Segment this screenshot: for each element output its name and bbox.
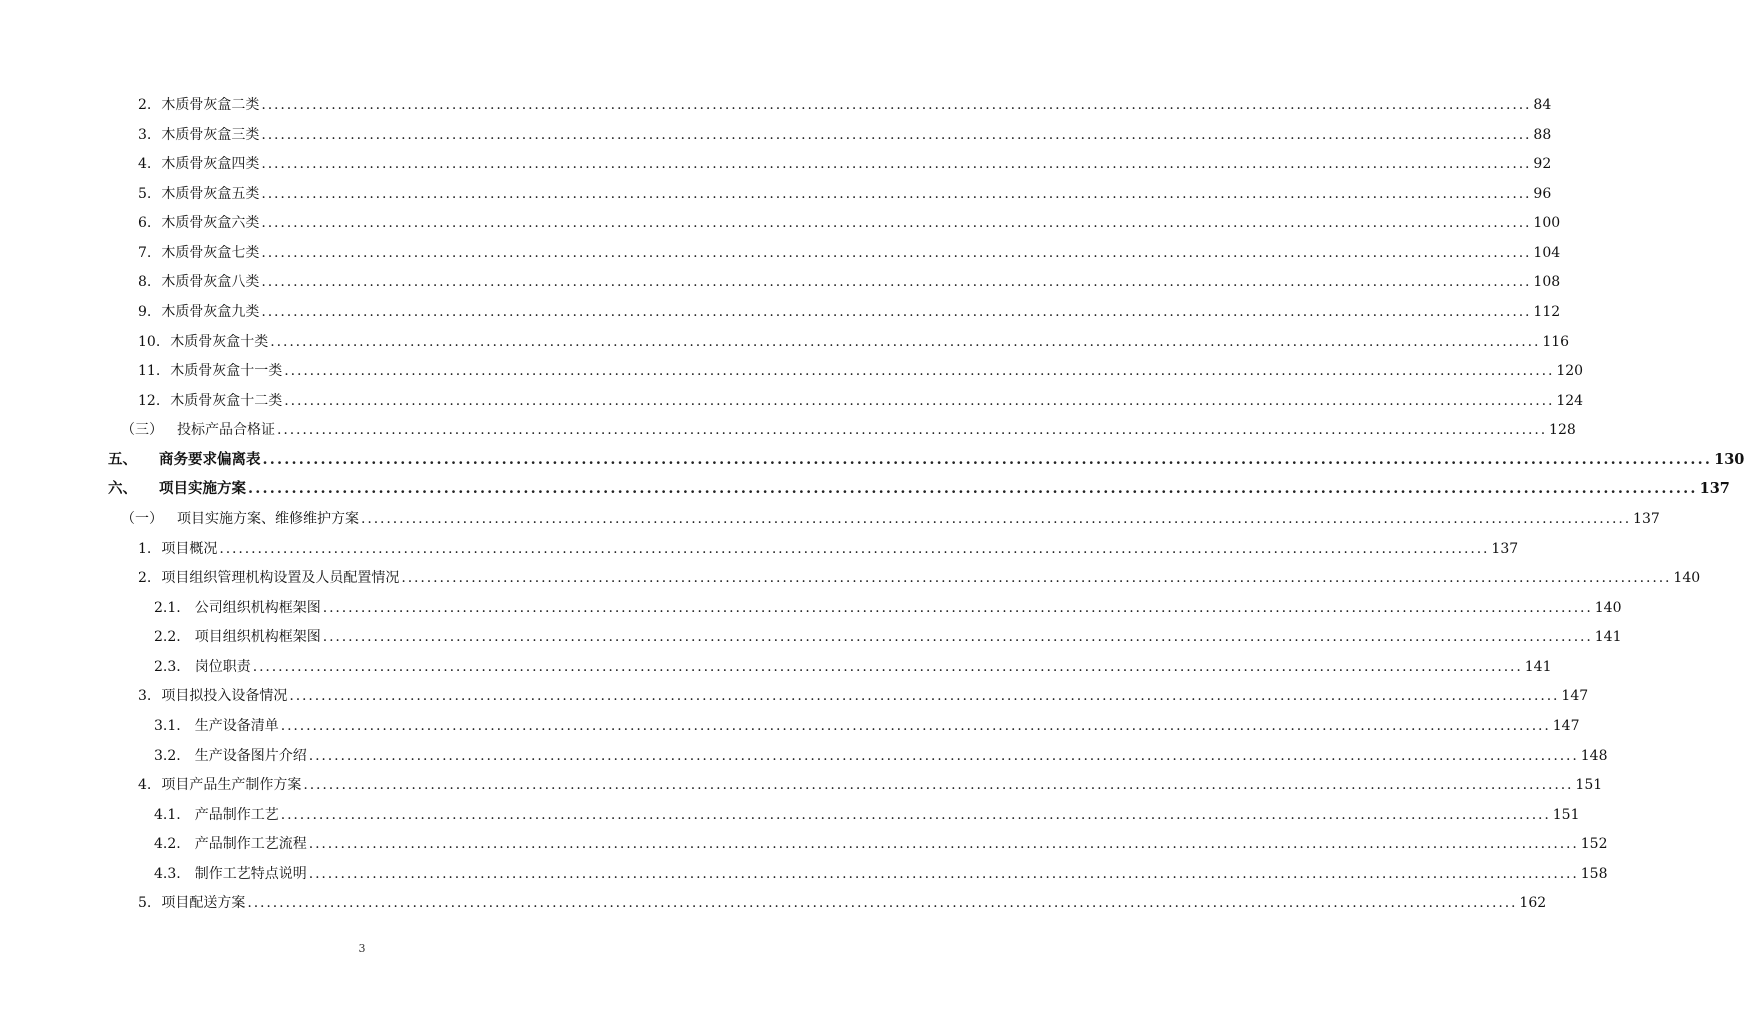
toc-entry-number: （一） <box>121 510 163 527</box>
toc-entry-title: 木质骨灰盒四类 <box>161 156 260 173</box>
toc-entry-number: 4.3. <box>154 865 181 882</box>
toc-entry[interactable] <box>138 772 1603 794</box>
toc-dot-leader: ........................................................................................................................................................................................................ <box>261 156 1532 173</box>
toc-entry-page: 141 <box>1524 658 1552 675</box>
toc-entry-number: 2.3. <box>154 658 181 675</box>
toc-entry-title: 产品制作工艺 <box>194 806 279 823</box>
toc-entry-page: 151 <box>1575 777 1603 794</box>
toc-entry-number: 3.1. <box>154 717 181 734</box>
toc-entry[interactable] <box>154 624 1622 646</box>
toc-entry-page: 147 <box>1552 717 1580 734</box>
toc-entry-page: 128 <box>1549 422 1576 439</box>
toc-entry-page: 158 <box>1580 865 1608 882</box>
toc-entry[interactable] <box>138 92 1552 114</box>
toc-entry[interactable] <box>121 506 1660 528</box>
toc-entry-page: 92 <box>1533 156 1552 173</box>
toc-dot-leader: ........................................................................................................................................................................................................ <box>308 747 1579 764</box>
toc-entry-number: 5. <box>138 185 152 202</box>
toc-entry-number: 12. <box>138 392 161 409</box>
toc-dot-leader: ........................................................................................................................................................................................................ <box>261 274 1532 291</box>
toc-entry-number: 4.2. <box>154 836 181 853</box>
toc-entry-page: 96 <box>1533 185 1552 202</box>
toc-entry-title: 产品制作工艺流程 <box>194 836 307 853</box>
toc-entry[interactable] <box>154 654 1552 676</box>
toc-entry-page: 130 <box>1714 450 1744 468</box>
toc-entry[interactable] <box>154 595 1622 617</box>
toc-entry[interactable] <box>154 831 1608 853</box>
toc-entry-title: 木质骨灰盒十二类 <box>170 392 283 409</box>
toc-entry[interactable] <box>154 802 1580 824</box>
toc-dot-leader: ........................................................................................................................................................................................................ <box>261 185 1532 202</box>
toc-entry[interactable] <box>108 447 1744 469</box>
toc-entry[interactable] <box>138 388 1584 410</box>
toc-entry[interactable] <box>154 861 1608 883</box>
toc-entry-title: 项目实施方案、维修维护方案 <box>177 510 359 527</box>
toc-entry-page: 151 <box>1552 806 1580 823</box>
toc-entry-number: （三） <box>121 422 163 439</box>
toc-entry[interactable] <box>154 713 1580 735</box>
toc-entry-title: 木质骨灰盒二类 <box>161 97 260 113</box>
toc-entry-title: 木质骨灰盒三类 <box>161 126 260 143</box>
toc-entry-number: 4.1. <box>154 806 181 823</box>
toc-entry-number: 2. <box>138 97 152 113</box>
toc-entry-title: 项目组织管理机构设置及人员配置情况 <box>161 570 400 587</box>
toc-entry-number: 6. <box>138 215 152 232</box>
toc-dot-leader: ........................................................................................................................................................................................................ <box>248 480 1698 498</box>
toc-dot-leader: ........................................................................................................................................................................................................ <box>401 570 1672 587</box>
toc-entry-title: 项目概况 <box>161 540 218 557</box>
toc-entry-page: 108 <box>1533 274 1561 291</box>
toc-entry-title: 木质骨灰盒七类 <box>161 244 260 261</box>
toc-entry[interactable] <box>138 358 1584 380</box>
toc-entry-page: 140 <box>1594 599 1622 616</box>
toc-dot-leader: ........................................................................................................................................................................................................ <box>284 363 1555 380</box>
toc-dot-leader: ........................................................................................................................................................................................................ <box>261 126 1532 143</box>
toc-entry[interactable] <box>138 181 1552 203</box>
toc-entry-page: 88 <box>1533 126 1552 143</box>
toc-entry[interactable] <box>138 122 1552 144</box>
toc-entry-title: 公司组织机构框架图 <box>194 599 321 616</box>
toc-entry-title: 商务要求偏离表 <box>159 450 261 468</box>
toc-entry[interactable] <box>138 890 1547 912</box>
toc-entry-number: 10. <box>138 333 161 350</box>
toc-dot-leader: ........................................................................................................................................................................................................ <box>308 836 1579 853</box>
toc-dot-leader: ........................................................................................................................................................................................................ <box>261 244 1532 261</box>
toc-entry-number: 2. <box>138 570 152 587</box>
toc-entry[interactable] <box>138 269 1561 291</box>
toc-entry-number: 3. <box>138 688 152 705</box>
toc-entry-title: 制作工艺特点说明 <box>194 865 307 882</box>
toc-entry-number: 4. <box>138 777 152 794</box>
toc-entry[interactable] <box>108 476 1730 498</box>
toc-entry-page: 112 <box>1533 303 1561 320</box>
toc-entry-title: 岗位职责 <box>194 658 251 675</box>
toc-entry[interactable] <box>138 210 1561 232</box>
toc-dot-leader: ........................................................................................................................................................................................................ <box>322 629 1593 646</box>
toc-entry-page: 137 <box>1633 510 1660 527</box>
toc-entry-title: 木质骨灰盒五类 <box>161 185 260 202</box>
toc-entry-title: 投标产品合格证 <box>177 422 275 439</box>
toc-entry[interactable] <box>121 417 1576 439</box>
toc-entry[interactable] <box>138 536 1519 558</box>
toc-entry-number: 9. <box>138 303 152 320</box>
toc-entry-page: 104 <box>1533 244 1561 261</box>
toc-entry-page: 140 <box>1673 570 1701 587</box>
toc-dot-leader: ........................................................................................................................................................................................................ <box>289 688 1560 705</box>
toc-entry-title: 项目组织机构框架图 <box>194 629 321 646</box>
toc-entry-number: 1. <box>138 540 152 557</box>
toc-dot-leader: ........................................................................................................................................................................................................ <box>280 806 1551 823</box>
toc-dot-leader: ........................................................................................................................................................................................................ <box>303 777 1574 794</box>
toc-dot-leader: ........................................................................................................................................................................................................ <box>277 422 1548 439</box>
toc-dot-leader: ........................................................................................................................................................................................................ <box>270 333 1541 350</box>
toc-entry[interactable] <box>138 151 1552 173</box>
toc-entry-title: 木质骨灰盒六类 <box>161 215 260 232</box>
toc-entry-page: 162 <box>1519 895 1547 912</box>
toc-entry-number: 2.2. <box>154 629 181 646</box>
toc-entry-title: 生产设备清单 <box>194 717 279 734</box>
toc-entry-page: 100 <box>1533 215 1561 232</box>
toc-dot-leader: ........................................................................................................................................................................................................ <box>247 895 1518 912</box>
toc-entry-number: 5. <box>138 895 152 912</box>
toc-entry-number: 4. <box>138 156 152 173</box>
toc-entry-number: 11. <box>138 363 161 380</box>
toc-entry-number: 2.1. <box>154 599 181 616</box>
toc-dot-leader: ........................................................................................................................................................................................................ <box>219 540 1490 557</box>
toc-entry-page: 148 <box>1580 747 1608 764</box>
toc-dot-leader: ........................................................................................................................................................................................................ <box>308 865 1579 882</box>
toc-entry-title: 生产设备图片介绍 <box>194 747 307 764</box>
toc-entry-title: 项目实施方案 <box>159 480 246 498</box>
toc-entry-title: 项目拟投入设备情况 <box>161 688 288 705</box>
toc-entry-title: 木质骨灰盒十类 <box>170 333 269 350</box>
toc-entry[interactable] <box>138 299 1561 321</box>
toc-entry[interactable] <box>138 329 1570 351</box>
page-number: 3 <box>358 942 366 955</box>
toc-entry[interactable] <box>138 683 1589 705</box>
toc-entry-page: 137 <box>1699 480 1730 498</box>
toc-dot-leader: ........................................................................................................................................................................................................ <box>361 510 1632 527</box>
toc-entry-number: 五、 <box>108 450 137 468</box>
toc-entry-title: 项目产品生产制作方案 <box>161 777 302 794</box>
toc-entry-page: 152 <box>1580 836 1608 853</box>
toc-entry-page: 120 <box>1556 363 1584 380</box>
toc-dot-leader: ........................................................................................................................................................................................................ <box>284 392 1555 409</box>
toc-entry-page: 124 <box>1556 392 1584 409</box>
toc-entry-title: 木质骨灰盒九类 <box>161 303 260 320</box>
toc-dot-leader: ........................................................................................................................................................................................................ <box>252 658 1523 675</box>
toc-dot-leader: ........................................................................................................................................................................................................ <box>261 215 1532 232</box>
toc-dot-leader: ........................................................................................................................................................................................................ <box>280 717 1551 734</box>
toc-entry-number: 3. <box>138 126 152 143</box>
toc-entry-number: 六、 <box>108 480 137 498</box>
toc-entry-page: 147 <box>1561 688 1589 705</box>
toc-entry[interactable] <box>154 743 1608 765</box>
toc-dot-leader: ........................................................................................................................................................................................................ <box>261 303 1532 320</box>
toc-entry-page: 84 <box>1533 97 1552 113</box>
toc-entry-number: 7. <box>138 244 152 261</box>
toc-entry-number: 8. <box>138 274 152 291</box>
toc-entry[interactable] <box>138 565 1701 587</box>
toc-entry-title: 木质骨灰盒八类 <box>161 274 260 291</box>
toc-entry-page: 141 <box>1594 629 1622 646</box>
toc-entry-page: 137 <box>1491 540 1519 557</box>
toc-entry-title: 木质骨灰盒十一类 <box>170 363 283 380</box>
toc-entry-title: 项目配送方案 <box>161 895 246 912</box>
toc-dot-leader: ........................................................................................................................................................................................................ <box>322 599 1593 616</box>
toc-dot-leader: ........................................................................................................................................................................................................ <box>261 97 1532 113</box>
toc-dot-leader: ........................................................................................................................................................................................................ <box>262 450 1713 468</box>
toc-entry-number: 3.2. <box>154 747 181 764</box>
toc-entry-page: 116 <box>1542 333 1570 350</box>
toc-entry[interactable] <box>138 240 1561 262</box>
